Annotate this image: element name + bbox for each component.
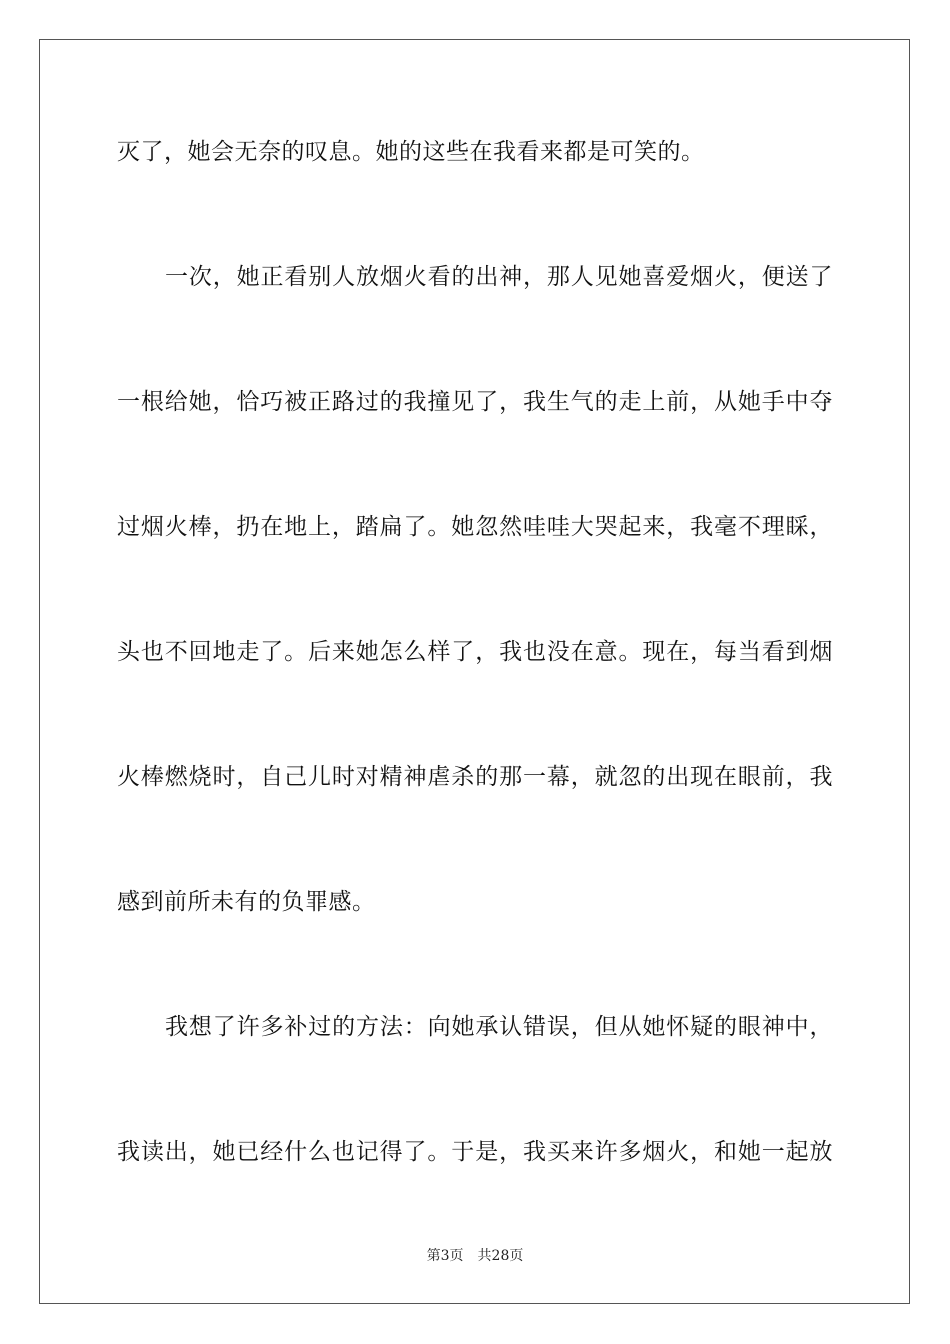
text-line-paragraph-start: 我想了许多补过的方法：向她承认错误，但从她怀疑的眼神中， <box>165 1014 833 1040</box>
text-line: 灭了，她会无奈的叹息。她的这些在我看来都是可笑的。 <box>117 139 705 165</box>
text-line: 感到前所未有的负罪感。 <box>117 889 376 915</box>
text-line: 我读出，她已经什么也记得了。于是，我买来许多烟火，和她一起放 <box>117 1139 833 1165</box>
text-line: 一根给她，恰巧被正路过的我撞见了，我生气的走上前，从她手中夺 <box>117 389 833 415</box>
text-line: 过烟火棒，扔在地上，踏扁了。她忽然哇哇大哭起来，我毫不理睬， <box>117 514 833 540</box>
page-number: 第3页 <box>426 1248 464 1264</box>
page-footer <box>0 1247 950 1265</box>
text-line-paragraph-start: 一次，她正看别人放烟火看的出神，那人见她喜爱烟火，便送了 <box>165 264 833 290</box>
text-line: 头也不回地走了。后来她怎么样了，我也没在意。现在，每当看到烟 <box>117 639 833 665</box>
page-total: 共28页 <box>477 1248 524 1264</box>
page-border <box>39 39 910 1304</box>
text-line: 火棒燃烧时，自己儿时对精神虐杀的那一幕，就忽的出现在眼前，我 <box>117 764 833 790</box>
